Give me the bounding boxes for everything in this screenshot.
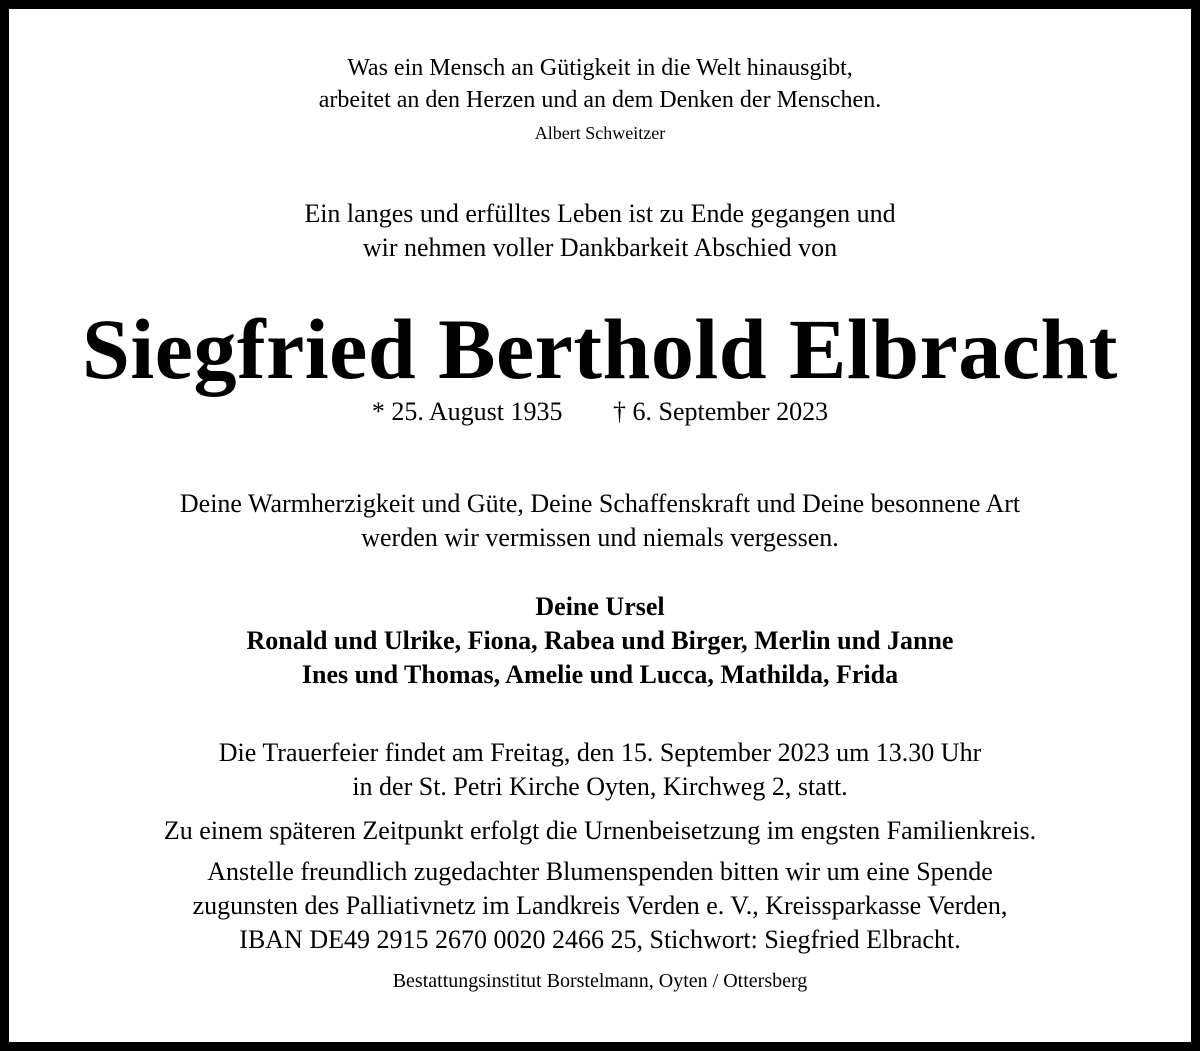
tribute-line-1: Deine Warmherzigkeit und Güte, Deine Schaffenskraft und Deine besonnene Art	[179, 489, 1021, 518]
ceremony-line-5: zugunsten des Palliativnetz im Landkreis Verden e. V., Kreissparkasse Verden,	[192, 891, 1008, 920]
death-date: † 6. September 2023	[613, 397, 829, 426]
deceased-name: Siegfried Berthold Elbracht	[82, 301, 1118, 397]
quote-line-1: Was ein Mensch an Gütigkeit in die Welt hinausgibt,	[347, 55, 853, 81]
family-line-1: Deine Ursel	[535, 592, 665, 621]
ceremony-line-4: Anstelle freundlich zugedachter Blumenspenden bitten wir um eine Spende	[207, 857, 993, 886]
intro-line-2: wir nehmen voller Dankbarkeit Abschied von	[362, 233, 838, 262]
undertaker: Bestattungsinstitut Borstelmann, Oyten / Ottersberg	[392, 970, 808, 992]
family-line-2: Ronald und Ulrike, Fiona, Rabea und Birger, Merlin und Janne	[246, 626, 954, 655]
quote-line-2: arbeitet an den Herzen und an dem Denken der Menschen.	[318, 87, 882, 113]
birth-date: * 25. August 1935	[371, 397, 563, 426]
ceremony-line-3: Zu einem späteren Zeitpunkt erfolgt die Urnenbeisetzung im engsten Familienkreis.	[163, 816, 1037, 845]
family-line-3: Ines und Thomas, Amelie und Lucca, Mathilda, Frida	[301, 660, 899, 689]
life-dates	[9, 397, 1191, 427]
ceremony-line-1: Die Trauerfeier findet am Freitag, den 15. September 2023 um 13.30 Uhr	[218, 738, 982, 767]
ceremony-line-2: in der St. Petri Kirche Oyten, Kirchweg 2, statt.	[352, 772, 848, 801]
tribute-line-2: werden wir vermissen und niemals vergessen.	[361, 523, 839, 552]
ceremony-line-6: IBAN DE49 2915 2670 0020 2466 25, Stichwort: Siegfried Elbracht.	[239, 925, 961, 954]
quote-author: Albert Schweitzer	[534, 123, 666, 143]
intro-line-1: Ein langes und erfülltes Leben ist zu Ende gegangen und	[304, 199, 896, 228]
